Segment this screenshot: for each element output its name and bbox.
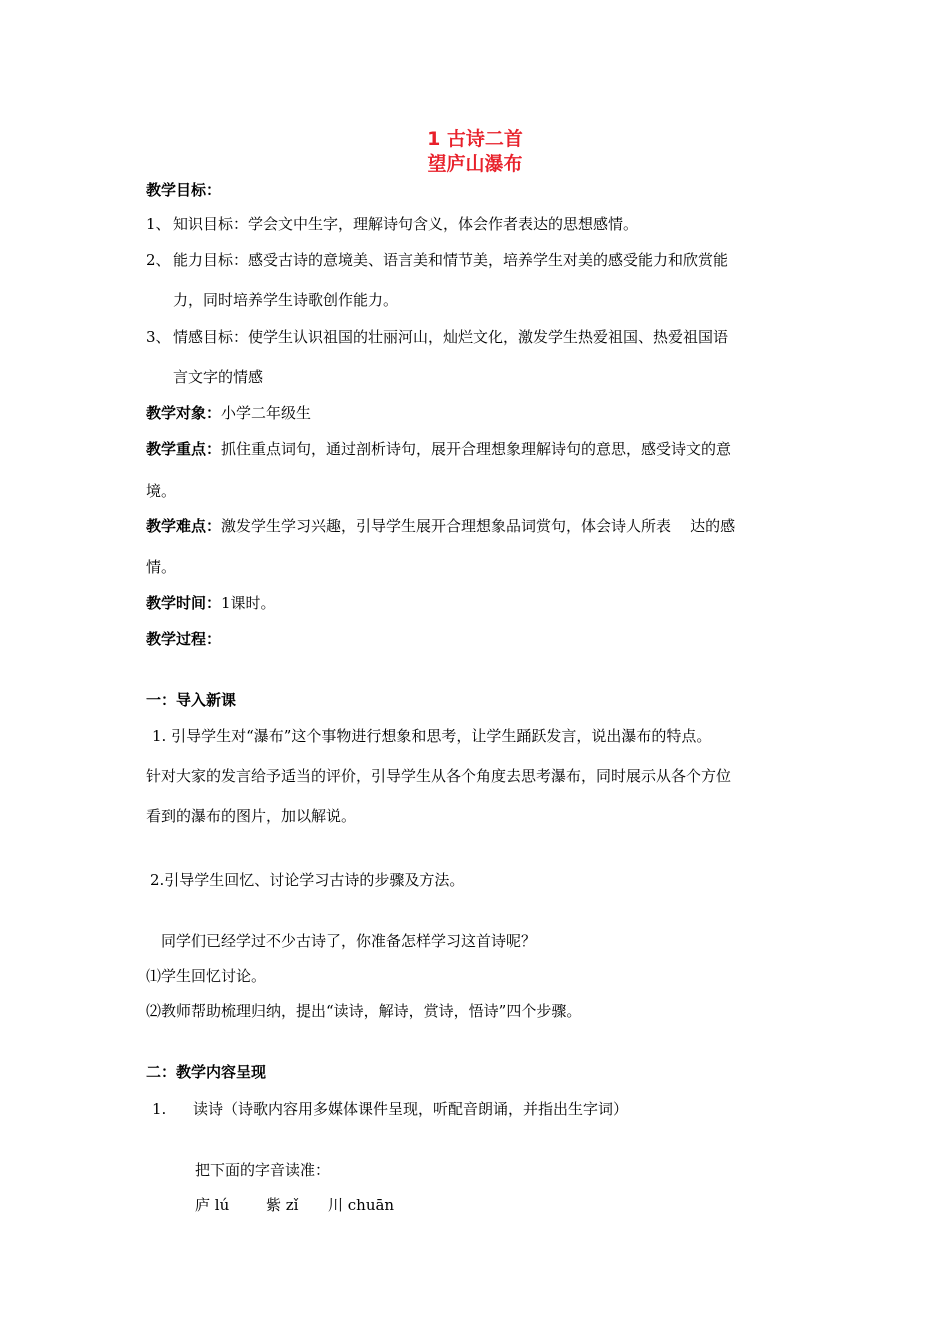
goal-1-text: 知识目标：学会文中生字，理解诗句含义，体会作者表达的思想感情。 xyxy=(173,215,639,233)
difficulty-line xyxy=(146,516,735,536)
section2-heading: 二：教学内容呈现 xyxy=(146,1063,267,1081)
key-value: 抓住重点词句，通过剖析诗句，展开合理想象理解诗句的意思，感受诗文的意 xyxy=(221,440,732,458)
section1-p4: ⑴学生回忆讨论。 xyxy=(146,967,267,985)
time-label: 教学时间： xyxy=(146,594,222,612)
section1-p1c: 看到的瀑布的图片，加以解说。 xyxy=(146,807,357,825)
process-heading: 教学过程： xyxy=(146,630,222,648)
section2-item1-num: 1. xyxy=(152,1100,167,1118)
goal-3-num: 3、 xyxy=(146,328,171,346)
doc-title: 1 古诗二首 xyxy=(427,128,523,150)
object-value: 小学二年级生 xyxy=(221,404,312,422)
section2-item1-text: 读诗（诗歌内容用多媒体课件呈现，听配音朗诵，并指出生字词） xyxy=(193,1100,629,1118)
goal-1-num: 1、 xyxy=(146,215,171,233)
section1-p2: 2.引导学生回忆、讨论学习古诗的步骤及方法。 xyxy=(150,871,465,889)
key-label: 教学重点： xyxy=(146,440,222,458)
section1-p5: ⑵教师帮助梳理归纳，提出“读诗，解诗，赏诗，悟诗”四个步骤。 xyxy=(146,1002,582,1020)
difficulty-value: 激发学生学习兴趣，引导学生展开合理想象品词赏句，体会诗人所表 达的感 xyxy=(221,517,736,535)
goal-2-cont: 力，同时培养学生诗歌创作能力。 xyxy=(173,291,399,309)
key-line xyxy=(146,439,731,459)
goal-3-cont: 言文字的情感 xyxy=(173,368,264,386)
difficulty-cont: 情。 xyxy=(146,558,177,576)
difficulty-label: 教学难点： xyxy=(146,517,222,535)
object-label: 教学对象： xyxy=(146,404,222,422)
section1-p1b: 针对大家的发言给予适当的评价，引导学生从各个角度去思考瀑布，同时展示从各个方位 xyxy=(146,767,732,785)
pinyin-word: 川 chuān xyxy=(328,1196,395,1214)
key-cont: 境。 xyxy=(146,482,177,500)
goal-2-num: 2、 xyxy=(146,251,171,269)
object-line xyxy=(146,403,311,423)
section2-instruction: 把下面的字音读准： xyxy=(195,1161,331,1179)
section1-heading: 一：导入新课 xyxy=(146,691,237,709)
pinyin-word: 紫 zǐ xyxy=(266,1196,299,1214)
doc-subtitle: 望庐山瀑布 xyxy=(427,153,523,175)
time-value: 1课时。 xyxy=(221,594,276,612)
time-line xyxy=(146,593,276,613)
goal-2-text: 能力目标：感受古诗的意境美、语言美和情节美，培养学生对美的感受能力和欣赏能 xyxy=(173,251,729,269)
section1-p1: 1. 引导学生对“瀑布”这个事物进行想象和思考，让学生踊跃发言，说出瀑布的特点。 xyxy=(152,727,712,745)
pinyin-word: 庐 lú xyxy=(195,1196,230,1214)
goals-heading: 教学目标： xyxy=(146,181,222,199)
section1-p3: 同学们已经学过不少古诗了，你准备怎样学习这首诗呢？ xyxy=(161,932,537,950)
goal-3-text: 情感目标：使学生认识祖国的壮丽河山，灿烂文化，激发学生热爱祖国、热爱祖国语 xyxy=(173,328,729,346)
